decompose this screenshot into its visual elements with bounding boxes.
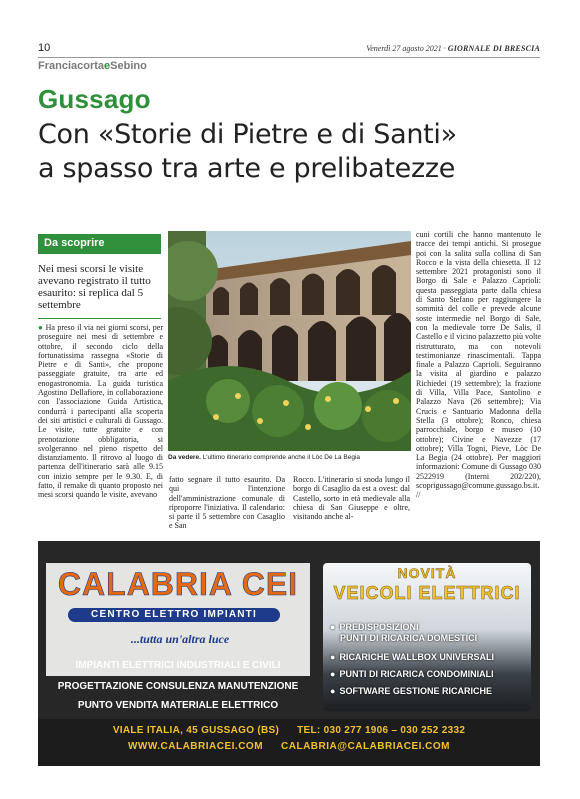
ad-web-line [38,741,540,752]
ad-ev-bullet-3 [330,669,530,680]
article-column-2: fatto segnare il tutto esaurito. Da qui l'intenzione dell'amministrazione comunale di riproporre l'iniziativa. Il calendario: si parte il 5 settembre con Casaglio e San [169,475,285,531]
ad-website[interactable]: WWW.CALABRIACEI.COM [127,741,264,752]
ad-service-line-3: PUNTO VENDITA MATERIALE ELETTRICO [77,700,279,711]
ad-slogan: ...tutta un'altra luce [130,632,230,646]
article-column-4: cuni cortili che hanno mantenuto le tracce dei tempi antichi. Si prosegue poi con la salita sulla collina di San Rocco e la vista della chiesetta. Il 12 settembre 2021 protagonisti sono il Borgo di Sale e Palazzo Caprioli: questa passeggiata parte dalla chiesa di Santo Stefano per raggiungere la sommità del colle e prevede alcune soste intermedie nel Borgo di Sale, con la medievale torre De Salis, il Castello e il vicino palazzetto più volte ristrutturato, ma con notevoli testimonianze rinascimentali. Tappa finale a Palazzo Caprioli. Seguiranno la visita al giardino e palazzo Richiedei (19 settembre); la frazione di Villa, Villa Pace, Santolino e Palazzo Nava (26 settembre); Via Crucis e Santuario Madonna della Stella (3 ottobre); Ronco, chiesa parrocchiale, borgo e museo (10 ottobre); Civine e Navezze (17 ottobre); Villa Togni, Pieve, Lòc De La Begia (24 ottobre). Per maggiori informazioni: Comune di Gussago 030 2522919 (Interni 202/220), scoprigussago@comune.gussago.bs.it. // [416,230,541,500]
ad-service-line-2: PROGETTAZIONE CONSULENZA MANUTENZIONE [57,681,299,692]
ad-ev-bullet-1 [330,622,530,644]
header-rule [38,57,540,58]
article-kicker: Gussago [38,84,151,114]
ad-ev-bullet-3-text: PUNTI DI RICARICA CONDOMINIALI [339,669,494,679]
ad-ev-bullet-1b: PUNTI DI RICARICA DOMESTICI [340,633,478,643]
section-tag-part2: Sebino [110,60,147,72]
article-deck: Nei mesi scorsi le visite avevano registrato il tutto esaurito: si replica dal 5 settembre [38,263,151,311]
ad-brand-logo: CALABRIA CEI [57,566,299,602]
deck-rule [38,318,161,319]
article-photo [168,231,411,451]
section-tag-part1: Franciacorta [38,60,105,72]
bullet-icon: ● [330,652,336,662]
ad-novita-title: NOVITÀ [397,565,457,581]
box-label: Da scoprire [44,237,105,249]
ad-subbrand: CENTRO ELETTRO IMPIANTI [91,609,257,620]
section-tag [38,60,147,72]
ad-ev-bullet-2 [330,652,530,663]
headline-line-1: Con «Storie di Pietre e di Santi» [38,119,457,150]
ad-phone: TEL: 030 277 1906 – 030 252 2332 [297,725,466,736]
date-line [366,44,540,53]
ad-ev-bullet-2-text: RICARICHE WALLBOX UNIVERSALI [339,652,494,662]
photo-portico-illustration [168,231,411,451]
ad-ev-bullet-4-text: SOFTWARE GESTIONE RICARICHE [339,686,492,696]
publication-name: GIORNALE DI BRESCIA [447,44,540,53]
ad-contact-line [38,725,540,736]
ad-service-line-1: IMPIANTI ELETTRICI INDUSTRIALI E CIVILI [75,660,281,671]
caption-bold: Da vedere. [168,454,201,461]
caption-text: L'ultimo itinerario comprende anche il Lòc De La Begia [200,454,361,461]
bullet-icon: ● [330,686,336,696]
page-number: 10 [38,42,51,54]
ad-address: VIALE ITALIA, 45 GUSSAGO (BS) [112,725,280,736]
ad-ev-title: VEICOLI ELETTRICI [333,583,521,603]
bullet-icon: ● [38,323,44,332]
photo-caption [168,454,411,461]
article-column-1 [38,323,163,500]
ad-ev-bullet-1a: PREDISPOSIZIONI [339,622,419,632]
issue-date: Venerdì 27 agosto 2021 [366,44,442,53]
ad-email[interactable]: CALABRIA@CALABRIACEI.COM [281,741,450,752]
bullet-icon: ● [330,669,336,679]
headline-line-2: a spasso tra arte e prelibatezze [38,153,456,184]
section-tag-e: e [104,60,111,72]
ad-ev-bullet-4 [330,686,530,697]
bullet-icon: ● [330,622,336,632]
article-column-3: Rocco. L'itinerario si snoda lungo il borgo di Casaglio da est a ovest: dal Castello, sorto in età medievale alla chiesa di San Giuseppe e oltre, visitando anche al- [293,475,410,522]
column-1-text: Ha preso il via nei giorni scorsi, per proseguire nei mesi di settembre e ottobre, il secondo ciclo della fortunatissima rassegna «Storie di Pietre e di Santi», che propone passeggiate gratuite, tra arte ed enogastronomia. La guida turistica Agostino Dellafiore, in collaborazione con l'associazione Guida Artistica, condurrà i partecipanti alla scoperta dei siti artistici e culturali di Gussago. Le visite, tutte gratuite e con prenotazione obbligatoria, si svolgeranno nel pieno rispetto del distanziamento. Il ritrovo al luogo di partenza dell'itinerario sarà alle 9.15 con inizio sempre per le 9.30. E, di fatto, il remake di quanto proposto nei mesi scorsi quando le visite, avevano [38,323,163,500]
article-headline [38,118,548,186]
date-separator: · [443,44,446,53]
